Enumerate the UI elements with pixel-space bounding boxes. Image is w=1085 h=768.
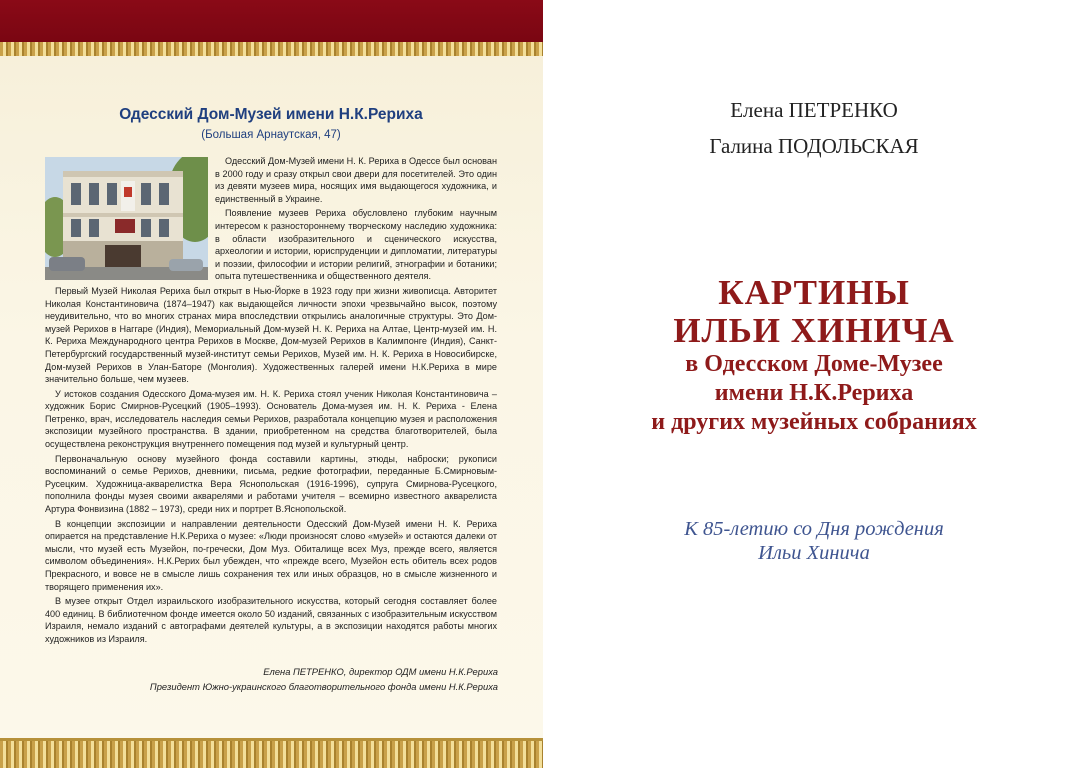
book-subtitle-line: имени Н.К.Рериха xyxy=(714,380,914,406)
article-paragraph: Появление музеев Рериха обусловлено глубоким научным интересом к разностороннему творческому наследию художника: в области изобразительного и сценического искусства, археологии и истории, юриспруденции и дипломатии, литературы и поэзии, философии и истории религий, этнографии и ботаники; опыта путешественника и общественного деятеля. xyxy=(215,208,497,282)
dedication-line: К 85-летию со Дня рождения xyxy=(684,518,944,540)
author-name: Елена ПЕТРЕНКО xyxy=(730,98,898,122)
article-paragraph: Первоначальную основу музейного фонда составили картины, этюды, наброски; рукописи воспоминаний о семье Рерихов, дневники, письма, редкие фотографии, переданные Б.Смирновым-Русецким. Художница-акварелистка Вера Яснопольская (1916-1996), супруга Смирнова-Русецкого, пополнила фонды музея своими акварелями и работами учителя – всемирно известного акварелиста Артура Фонвизина (1882 – 1973), среди них и портрет В.Яснопольской. xyxy=(45,453,497,515)
article-paragraph: Первый Музей Николая Рериха был открыт в Нью-Йорке в 1923 году при жизни живописца. Авторитет Николая Константиновича (1874–1947) как выдающейся личности эпохи чрезвычайно высок, поэтому неудивительно, что во многих странах мира впоследствии открылись аналогичные структуры. Это Дом-музей Рерихов в Наггаре (Индия), Мемориальный Дом-музей Н. К. Рериха на Алтае, Центр-музей им. Н. К. Рериха Международного центра Рерихов в Москве, Дом-музей Рерихов в Калимпонге (Индия), Санкт-Петербургский государственный музей-институт семьи Рерихов, Музей им. Н. К. Рериха в Новосибирске, Дом-музей Рерихов в Улан-Баторе (Монголия). Художественных галерей имени Н.К.Рериха в мире значительно больше, чем музеев. xyxy=(45,285,497,385)
museum-title: Одесский Дом-Музей имени Н.К.Рериха xyxy=(119,106,423,123)
book-title-line: КАРТИНЫ xyxy=(718,273,910,312)
gold-ornament-bottom xyxy=(0,741,543,768)
burgundy-top-band xyxy=(0,0,543,42)
dedication-line: Ильи Хинича xyxy=(758,542,870,564)
book-subtitle-line: и других музейных собраниях xyxy=(651,409,977,435)
gold-ornament-top xyxy=(0,42,543,56)
book-title-line: ИЛЬИ ХИНИЧА xyxy=(673,311,955,350)
museum-address: (Большая Арнаутская, 47) xyxy=(201,129,341,141)
author-signature: Елена ПЕТРЕНКО, директор ОДМ имени Н.К.Рериха xyxy=(263,666,498,677)
author-position: Президент Южно-украинского благотворительного фонда имени Н.К.Рериха xyxy=(149,681,498,692)
article-paragraph: В музее открыт Отдел израильского изобразительного искусства, который сегодня составляет более 400 единиц. В библиотечном фонде имеется около 50 изданий, связанных с изобразительным искусством Израиля, немало изданий с автографами деятелей культуры, а в экспозиции находятся работы многих художников из Израиля. xyxy=(45,596,497,644)
museum-article xyxy=(45,155,497,648)
book-subtitle-line: в Одесском Доме-Музее xyxy=(685,351,943,377)
article-paragraph: Одесский Дом-Музей имени Н. К. Рериха в Одессе был основан в 2000 году и сразу открыл свои двери для посетителей. Это один из девяти музеев мира, носящих имя выдающегося художника, и единственный в Украине. xyxy=(215,156,497,204)
author-name: Галина ПОДОЛЬСКАЯ xyxy=(709,134,919,158)
right-page xyxy=(543,0,1085,768)
article-paragraph: У истоков создания Одесского Дома-музея им. Н. К. Рериха стоял ученик Николая Константиновича – художник Борис Смирнов-Русецкий (1905–1993). Основатель Дома-музея им. Н. К. Рериха - Елена Петренко, врач, исследователь наследия семьи Рерихов, разработала концепцию музея и расположения экспозиции музейного пространства. В здании, приобретенном на средства благотворителей, была осуществлена реконструкция внутреннего помещения под музей и культурный центр. xyxy=(45,388,497,450)
article-paragraph: В концепции экспозиции и направлении деятельности Одесский Дом-Музей имени Н. К. Рериха опирается на представление Н.К.Рериха о музее: «Люди произносят слово «музей» и остаются далеки от мысли, что музей есть Музейон, по-гречески, Дом Муз. Обиталище всех Муз, прежде всего, является символом объединения». Н.К.Рерих был убежден, что «прежде всего, Музейон есть обитель всех родов Прекрасного, и вовсе не в смысле лишь сохранения тех или иных образцов, но в смысле жизненного и творящего применения их». xyxy=(45,518,497,592)
